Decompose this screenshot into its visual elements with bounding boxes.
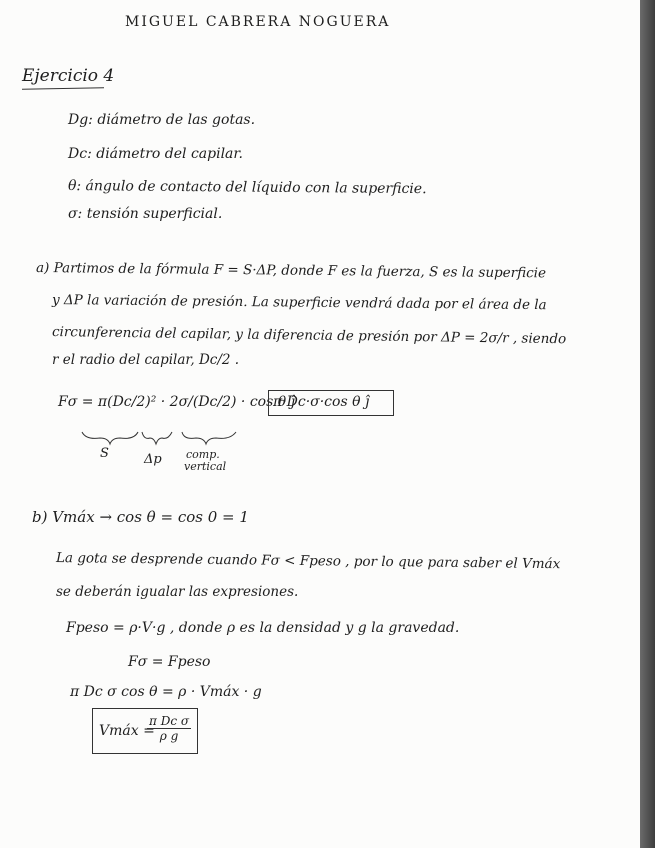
brace-label-comp: comp. <box>186 448 220 461</box>
definition-sigma: σ: tensión superficial. <box>68 206 223 222</box>
result-numerator: π Dc σ <box>149 714 190 728</box>
definition-dg: Dg: diámetro de las gotas. <box>68 112 256 128</box>
part-b-heading: b) Vmáx → cos θ = cos 0 = 1 <box>32 508 249 526</box>
part-b-eq-expanded: π Dc σ cos θ = ρ · Vmáx · g <box>70 684 262 700</box>
exercise-heading: Ejercicio 4 <box>22 66 115 86</box>
underbraces <box>80 428 250 446</box>
part-a-line-3: circunferencia del capilar, y la diferencia de presión por ΔP = 2σ/r , siendo <box>51 324 567 348</box>
scan-edge <box>640 0 655 848</box>
brace-label-s: S <box>100 446 109 461</box>
part-a-boxed-formula: π·Dc·σ·cos θ ĵ <box>273 394 370 410</box>
brace-label-vertical: vertical <box>184 460 227 473</box>
part-a-formula: Fσ = π(Dc/2)² · 2σ/(Dc/2) · cos θ ĵ <box>58 394 295 410</box>
part-b-eq-balance: Fσ = Fpeso <box>128 654 211 670</box>
author-name: MIGUEL CABRERA NOGUERA <box>125 14 391 30</box>
part-b-eq-fpeso: Fpeso = ρ·V·g , donde ρ es la densidad y g la gravedad. <box>66 620 460 636</box>
result-denominator: ρ g <box>159 729 179 743</box>
part-a-line-4: r el radio del capilar, Dc/2 . <box>52 352 240 368</box>
result-lhs: Vmáx = <box>99 723 155 739</box>
part-b-result-box <box>92 708 198 754</box>
part-b-line-2: se deberán igualar las expresiones. <box>56 584 299 600</box>
part-a-line-2: y ΔP la variación de presión. La superficie vendrá dada por el área de la <box>51 292 547 314</box>
brace-label-dp: Δp <box>144 452 162 467</box>
part-a-line-1: a) Partimos de la fórmula F = S·ΔP, donde F es la fuerza, S es la superficie <box>35 260 547 282</box>
definition-theta: θ: ángulo de contacto del líquido con la superficie. <box>67 178 427 198</box>
definition-dc: Dc: diámetro del capilar. <box>68 146 244 162</box>
part-a-result-box <box>268 390 394 416</box>
result-fraction <box>147 714 191 743</box>
part-b-line-1: La gota se desprende cuando Fσ < Fpeso , por lo que para saber el Vmáx <box>55 550 561 573</box>
